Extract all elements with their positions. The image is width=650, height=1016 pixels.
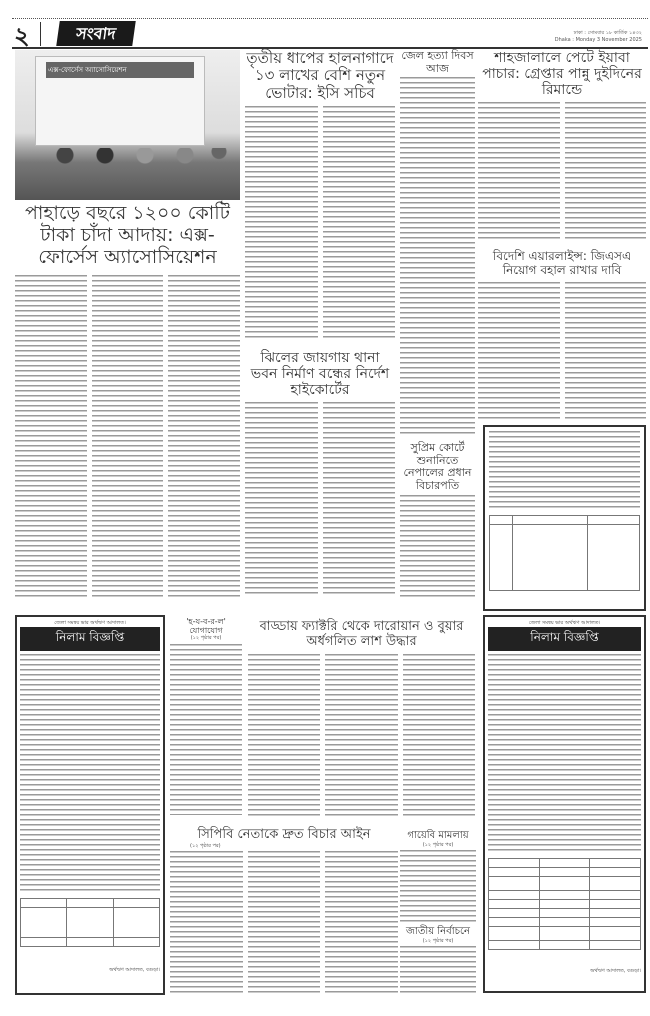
continued-note: (১২ পৃষ্ঠার পর) (422, 937, 454, 944)
article-body-airlines (478, 282, 646, 420)
article-body-communication (170, 644, 242, 815)
article-body-nepal (400, 495, 475, 600)
article-body-jail-killing (400, 77, 475, 435)
ad-title: নিলাম বিজ্ঞপ্তি (488, 627, 641, 651)
headline-extortion: পাহাড়ে বছরে ১২০০ কোটি টাকা চাঁদা আদায়: এক্স-ফোর্সেস অ্যাসোসিয়েশন (24, 202, 231, 268)
date-en: Dhaka : Monday 3 November 2025 (554, 37, 642, 43)
continued-note: (১২ পৃষ্ঠার পর) (422, 841, 454, 848)
notice-table (489, 515, 640, 591)
article-body-cpb (170, 851, 398, 994)
headline-election: জাতীয় নির্বাচনে (406, 926, 470, 937)
story-election (400, 926, 476, 994)
ad-table (488, 858, 641, 950)
ad-text (488, 654, 641, 854)
article-body-gayebi (400, 850, 476, 922)
masthead-logo: সংবাদ (56, 21, 136, 46)
story-nepal (400, 442, 475, 600)
headline-voters: তৃতীয় ধাপের হালনাগাদে ১৩ লাখের বেশি নতুন ভোটার: ইসি সচিব (246, 49, 394, 102)
story-communication (170, 617, 242, 815)
ad-table (20, 898, 160, 947)
headline-cpb: সিপিবি নেতাকে দ্রুত বিচার আইন (197, 827, 371, 842)
ad-footer: অর্থঋণ আদালত, বগুড়া। (590, 967, 641, 974)
story-yaba (478, 50, 646, 241)
headline-highcourt: ঝিলের জায়গায় থানা ভবন নির্মাণ বন্ধের নির্দেশ হাইকোর্টের (250, 350, 390, 399)
headline-communication: 'হ-য-ব-র-ল' যোগাযোগ (186, 617, 226, 636)
date-block (555, 30, 642, 44)
ad-court-line: জেলা সমন্বয় ভার অর্থঋণ আদালত। (528, 620, 601, 626)
story-gayebi (400, 830, 476, 922)
headline-gayebi: গায়েবি মামলায় (407, 830, 469, 841)
ad-text (20, 654, 160, 894)
auction-notice-left (15, 615, 165, 995)
date-bn: ঢাকা : সোমবার ১৮ কার্তিক ১৪৩২ (573, 30, 642, 36)
article-body-election (400, 946, 476, 994)
article-body-yaba (478, 102, 646, 241)
people (35, 148, 235, 183)
ad-footer: অর্থঋণ আদালত, বগুড়া। (109, 966, 160, 973)
story-badda (248, 620, 475, 816)
headline-nepal: সুপ্রিম কোর্টে শুনানিতে নেপালের প্রধান বিচারপতি (403, 441, 472, 492)
headline-airlines: বিদেশি এয়ারলাইন্স: জিএসএ নিয়োগ বহাল রাখার দাবি (492, 249, 632, 277)
story-jail-killing (400, 50, 475, 435)
banner-text: এক্স-ফোর্সেস অ্যাসোসিয়েশন (46, 62, 194, 78)
continued-note: (১২ পৃষ্ঠার পর) (190, 842, 221, 849)
story-extortion (15, 203, 240, 597)
article-body-voters (245, 106, 395, 338)
photo-banner (35, 56, 205, 146)
story-airlines (478, 250, 646, 420)
story-cpb (170, 828, 398, 994)
notice-text (489, 431, 640, 511)
notice-box-recruitment (483, 425, 646, 611)
article-body-badda (248, 654, 475, 816)
auction-notice-right (483, 615, 646, 993)
top-dotted-rule (12, 18, 648, 19)
story-highcourt (245, 350, 395, 597)
page-number: ২ (14, 22, 30, 50)
ad-court-line: জেলা সমন্বয় ভার অর্থঋণ আদালত। (54, 620, 126, 626)
ad-title: নিলাম বিজ্ঞপ্তি (20, 627, 160, 651)
article-body-highcourt (245, 402, 395, 597)
continued-note: (১২ পৃষ্ঠার পর) (190, 635, 222, 642)
divider (40, 22, 41, 46)
news-photo (15, 50, 240, 200)
article-body-extortion (15, 275, 240, 597)
headline-jail-killing: জেল হত্যা দিবস আজ (401, 49, 474, 75)
headline-badda: বাড্ডায় ফ্যাক্টরি থেকে দারোয়ান ও বুয়ার অর্ধগলিত লাশ উদ্ধার (259, 619, 464, 649)
story-voters (245, 50, 395, 338)
headline-yaba: শাহজালালে পেটে ইয়াবা পাচার: গ্রেপ্তার পান্নু দুইদিনের রিমান্ডে (482, 50, 642, 99)
